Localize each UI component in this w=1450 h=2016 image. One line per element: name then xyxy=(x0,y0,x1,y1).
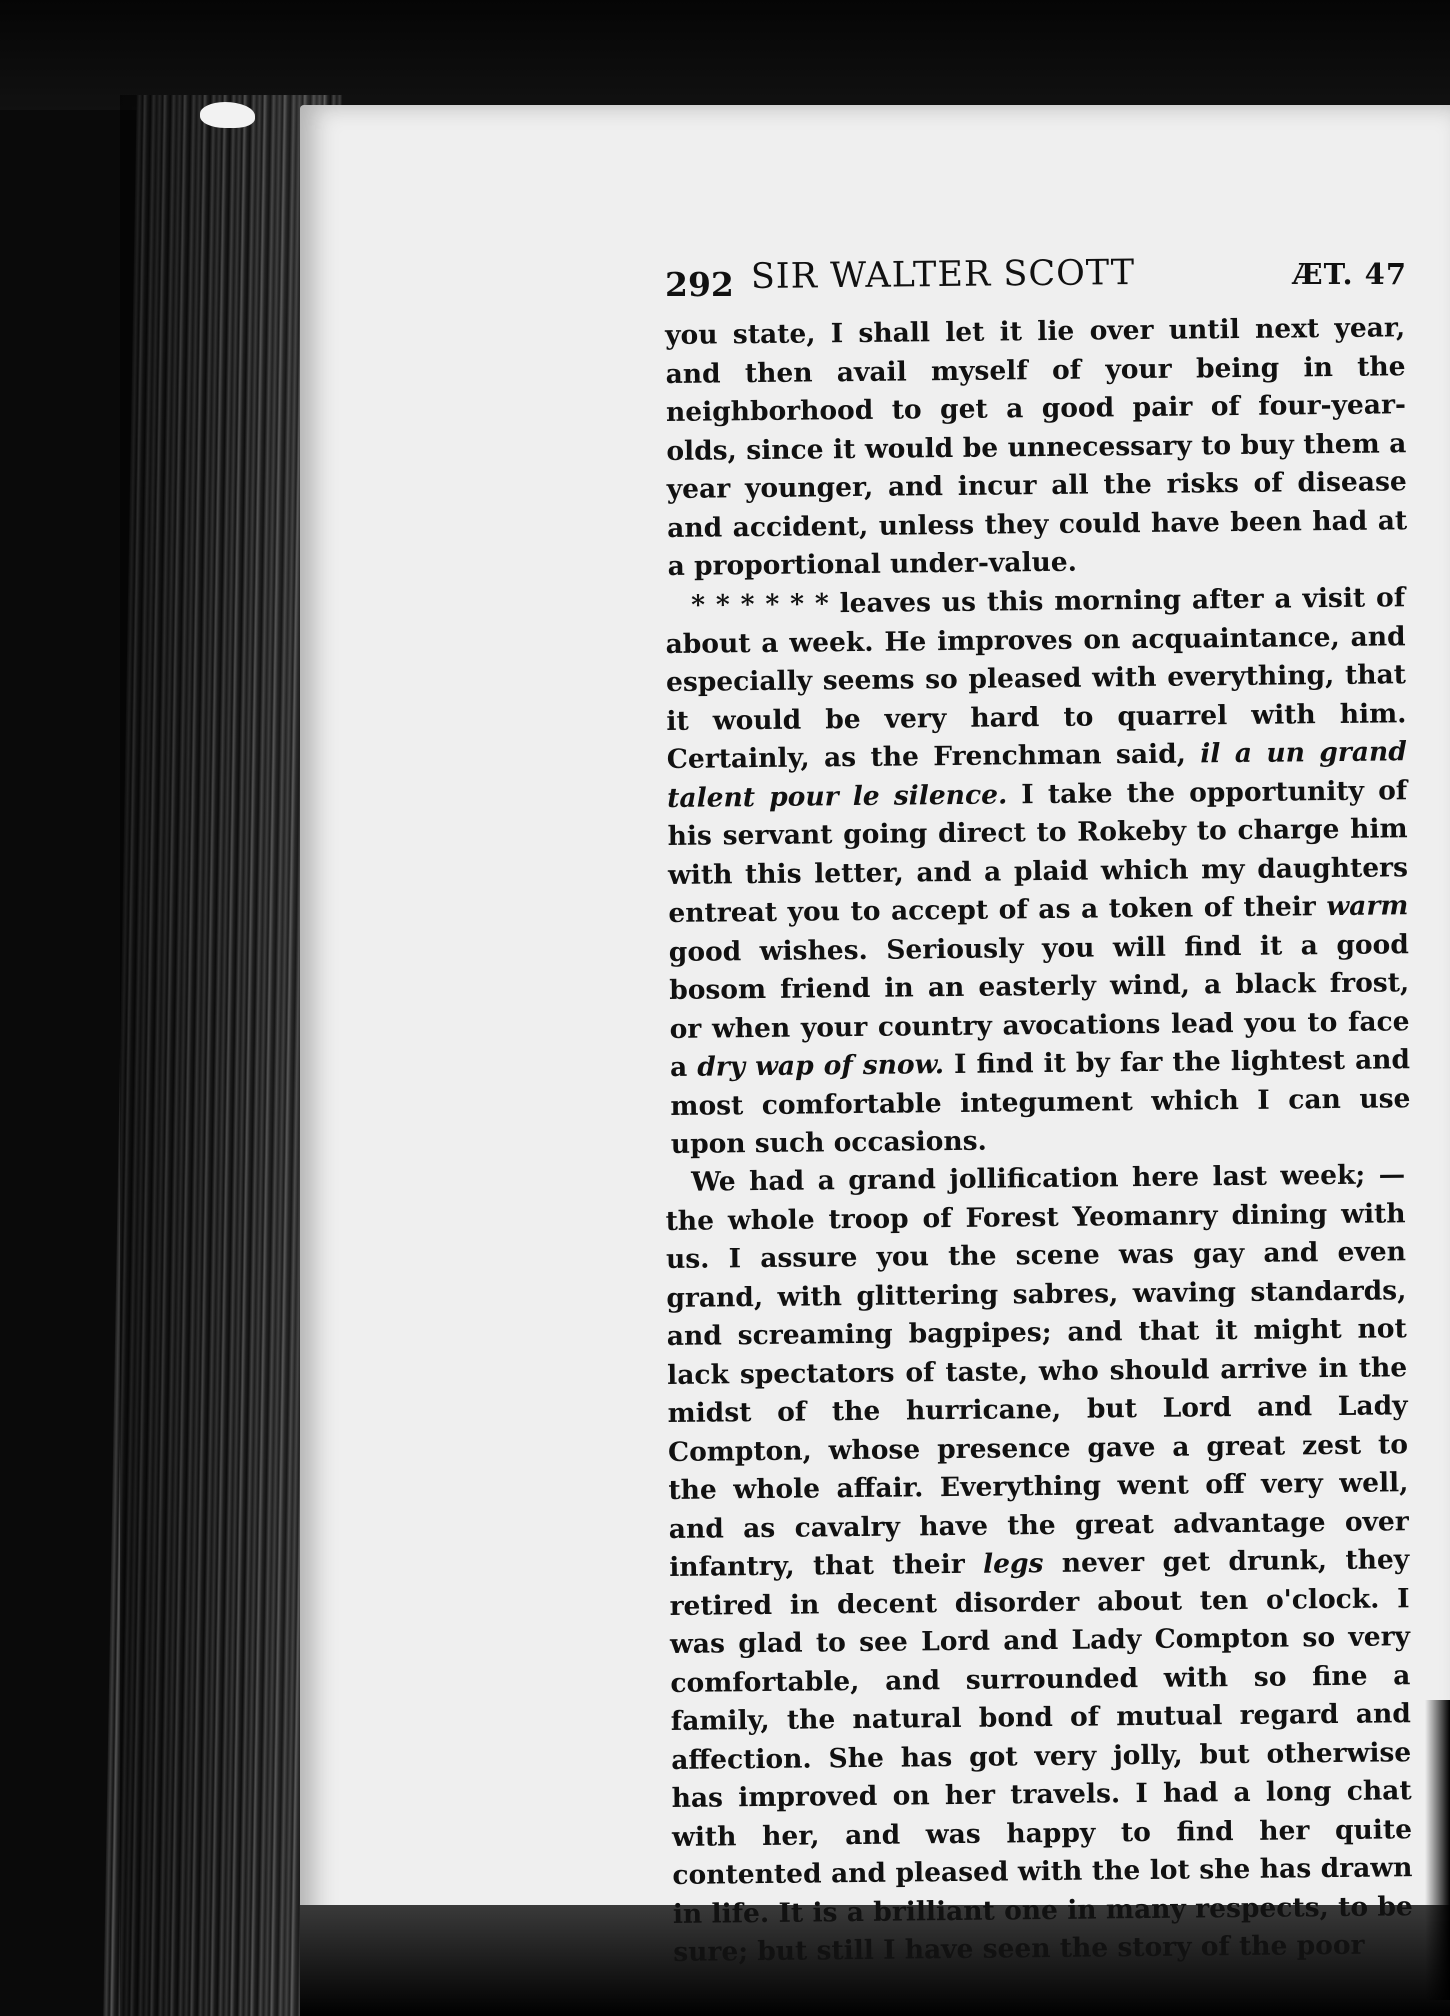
paragraph-3-italic-legs: legs xyxy=(982,1548,1044,1580)
paragraph-2-italic-snow: dry wap of snow. xyxy=(697,1048,945,1083)
scan-background xyxy=(0,0,1450,110)
paragraph-1-text: you state, I shall let it lie over until next year, and then avail myself of your being in the neighborhood to get a good pair of four-year-olds, since it would be unnecessary to buy them a year younger, and incur all the risks of disease and accident, unless they could have been had at a proportional under-value. xyxy=(665,312,1408,582)
age-notation: ÆT. 47 xyxy=(1292,257,1407,291)
paragraph-2-text-c: good wishes. Seriously you will find it a good bosom friend in an easterly wind, a black frost, or when your country avocations lead you to face a xyxy=(668,928,1410,1083)
page-content xyxy=(665,252,1413,1973)
page-right-shadow xyxy=(1425,1700,1450,2000)
paragraph-2-text-b: I take the opportunity of his servant going direct to Rokeby to charge him with this letter, and a plaid which my daughters entreat you to accept of as a token of their xyxy=(667,774,1409,929)
paragraph-1 xyxy=(665,309,1408,586)
paragraph-2-italic-french: il a un grand talent pour le silence. xyxy=(667,735,1407,813)
paragraph-2-text-d: I find it by far the lightest and most comfortable integument which I can use upon such occasions. xyxy=(670,1043,1411,1160)
paragraph-3-text-a: We had a grand jollification here last week; — the whole troop of Forest Yeomanry dining with us. I assure you the scene was gay and even grand, with glittering sabres, waving standards, and screaming bagpipes; and that it might not lack spectators of taste, who should arrive in the midst of the hurricane, but Lord and Lady Compton, whose presence gave a great zest to the whole affair. Everything went off very well, and as cavalry have the great advantage over infantry, that their xyxy=(665,1159,1409,1583)
fore-edge-shadow xyxy=(120,95,325,2016)
paper-tear-mark xyxy=(200,102,255,128)
paragraph-2-text-a: * * * * * * leaves us this morning after a visit of about a week. He improves on acquaintance, and especially seems so pleased with everything, that it would be very hard to quarrel with him. Certainly, as the Frenchman said, xyxy=(665,581,1407,775)
paragraph-2 xyxy=(665,579,1411,1164)
running-header xyxy=(665,252,1407,311)
page-number: 292 xyxy=(665,265,734,304)
paragraph-2-italic-warm: warm xyxy=(1326,889,1409,922)
paragraph-3 xyxy=(665,1156,1413,1972)
paragraph-3-text-b: never get drunk, they retired in decent disorder about ten o'clock. I was glad to see Lord and Lady Compton so very comfortable, and surrounded with so fine a family, the natural bond of mutual regard and affection. She has got very jolly, but otherwise has improved on her travels. I had a long chat with her, and was happy to find her quite contented and pleased with the lot she has drawn in life. It is a brilliant one in many respects, to be sure; but still I have seen the story of the poor xyxy=(669,1544,1413,1968)
running-title: SIR WALTER SCOTT xyxy=(750,252,1136,298)
